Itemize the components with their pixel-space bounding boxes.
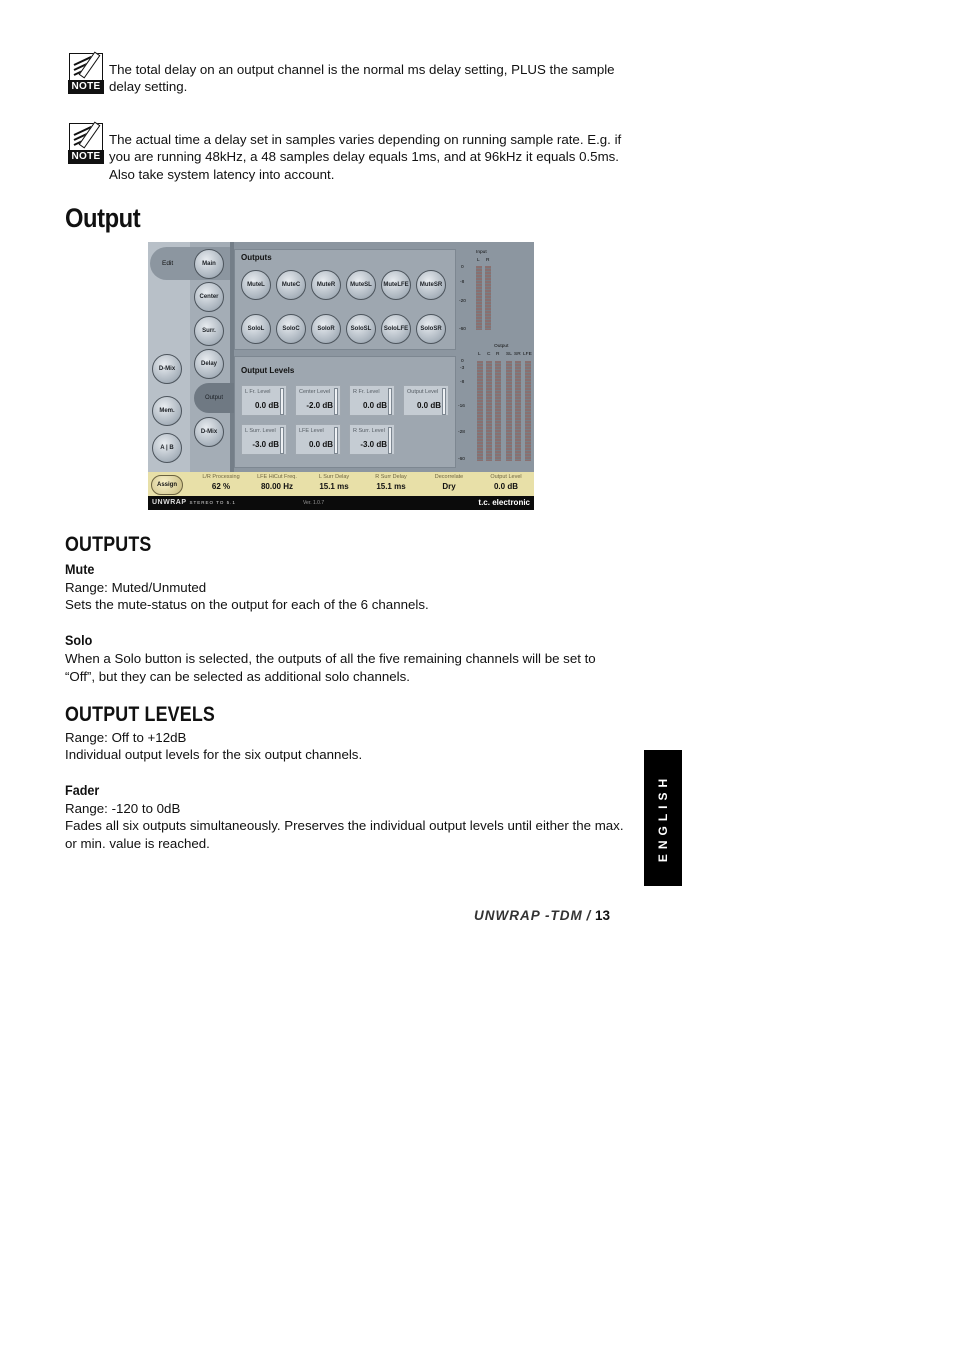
- fader-handle[interactable]: [388, 388, 392, 415]
- param-lfe-hicut[interactable]: LFE HiCut Freq. 80.00 Hz: [257, 474, 297, 491]
- mute-desc: Sets the mute-status on the output for each of the 6 channels.: [65, 597, 429, 612]
- fader-handle[interactable]: [334, 427, 338, 454]
- doc-name: UNWRAP -TDM: [474, 908, 583, 923]
- plugin-screenshot: [148, 242, 534, 510]
- output-meter-lfe: [525, 361, 531, 461]
- output-levels-desc: Individual output levels for the six output channels.: [65, 747, 363, 762]
- outputs-panel-title: Outputs: [241, 253, 272, 262]
- page-number: 13: [595, 908, 611, 923]
- solo-sr-button[interactable]: Solo SR: [416, 314, 446, 344]
- input-meter-title: Input: [476, 250, 487, 255]
- dmix-left-button[interactable]: D-Mix: [152, 354, 182, 384]
- output-meter-l: [477, 361, 483, 461]
- brand-logo: t.c. electronic: [478, 498, 530, 507]
- level-meters: Input L R 0 -8 -20 -60 Output L C R SL SR LFE 0 -3 -8 -16 -28 -60: [458, 250, 532, 462]
- mute-range: Range: Muted/Unmuted: [65, 580, 207, 595]
- input-meter-l: [476, 266, 482, 330]
- tab-delay[interactable]: Delay: [194, 349, 224, 379]
- fader-handle[interactable]: [388, 427, 392, 454]
- note-text: The total delay on an output channel is the normal ms delay setting, PLUS the sample delay setting.: [109, 62, 615, 95]
- memory-button[interactable]: Mem.: [152, 396, 182, 426]
- edit-tab[interactable]: Edit: [150, 247, 230, 280]
- section-title: Output: [65, 203, 141, 233]
- outputs-heading: OUTPUTS: [65, 533, 152, 556]
- note-2: [68, 123, 622, 182]
- output-levels-heading: OUTPUT LEVELS: [65, 703, 215, 726]
- tab-surr[interactable]: Surr.: [194, 316, 224, 346]
- level-r-surr[interactable]: R Surr. Level -3.0 dB: [349, 424, 395, 455]
- note-text: The actual time a delay set in samples varies depending on running sample rate. E.g. if you are running 48kHz, a 48 samples delay equals 1ms, and at 96kHz it equals 0.5ms. Also take system latency into account.: [109, 132, 622, 182]
- level-lfe[interactable]: LFE Level 0.0 dB: [295, 424, 341, 455]
- tab-center[interactable]: Center: [194, 282, 224, 312]
- mute-sr-button[interactable]: Mute SR: [416, 270, 446, 300]
- ab-button[interactable]: A | B: [152, 433, 182, 463]
- param-decorrelate[interactable]: Decorrelate Dry: [434, 474, 464, 491]
- output-levels-title: Output Levels: [241, 366, 295, 375]
- fader-handle[interactable]: [280, 427, 284, 454]
- solo-lfe-button[interactable]: Solo LFE: [381, 314, 411, 344]
- level-l-front[interactable]: L Fr. Level 0.0 dB: [241, 385, 287, 416]
- tab-output[interactable]: Output: [194, 383, 234, 413]
- level-center[interactable]: Center Level -2.0 dB: [295, 385, 341, 416]
- param-r-surr-delay[interactable]: R Surr Delay 15.1 ms: [375, 474, 407, 491]
- note-icon: NOTE: [68, 53, 104, 95]
- output-meter-sr: [515, 361, 521, 461]
- level-l-surr[interactable]: L Surr. Level -3.0 dB: [241, 424, 287, 455]
- fader-heading: Fader: [65, 782, 100, 798]
- tab-main[interactable]: Main: [194, 249, 224, 279]
- note-icon: NOTE: [68, 123, 104, 165]
- product-name: UNWRAP STEREO TO 5.1: [152, 499, 236, 506]
- mute-r-button[interactable]: Mute R: [311, 270, 341, 300]
- output-meter-title: Output: [494, 344, 509, 349]
- fader-handle[interactable]: [334, 388, 338, 415]
- output-levels-range: Range: Off to +12dB: [65, 730, 187, 745]
- tab-dmix[interactable]: D-Mix: [194, 417, 224, 447]
- level-r-front[interactable]: R Fr. Level 0.0 dB: [349, 385, 395, 416]
- mute-sl-button[interactable]: Mute SL: [346, 270, 376, 300]
- output-meter-sl: [506, 361, 512, 461]
- solo-l-button[interactable]: Solo L: [241, 314, 271, 344]
- param-lr-processing[interactable]: L/R Processing 62 %: [202, 474, 240, 491]
- fader-desc: Fades all six outputs simultaneously. Preserves the individual output levels until either the max. or min. value is reached.: [65, 818, 624, 851]
- mute-heading: Mute: [65, 561, 95, 577]
- fader-handle[interactable]: [280, 388, 284, 415]
- plugin-footer: [148, 496, 534, 510]
- page-footer: UNWRAP -TDM / 13: [474, 908, 611, 923]
- outputs-panel: [234, 249, 456, 350]
- parameter-bar: [148, 472, 534, 496]
- param-output-level[interactable]: Output Level 0.0 dB: [490, 474, 522, 491]
- language-tab: ENGLISH: [644, 750, 682, 886]
- version-label: Ver. 1.0.7: [303, 500, 325, 506]
- level-output[interactable]: Output Level 0.0 dB: [403, 385, 449, 416]
- fader-range: Range: -120 to 0dB: [65, 801, 181, 816]
- fader-handle[interactable]: [442, 388, 446, 415]
- mute-c-button[interactable]: Mute C: [276, 270, 306, 300]
- param-l-surr-delay[interactable]: L Surr Delay 15.1 ms: [318, 474, 350, 491]
- solo-c-button[interactable]: Solo C: [276, 314, 306, 344]
- solo-desc: When a Solo button is selected, the outputs of all the five remaining channels will be set to “Off”, but they can be selected as additional solo channels.: [65, 651, 596, 684]
- output-levels-panel: [234, 356, 456, 468]
- solo-heading: Solo: [65, 632, 93, 648]
- note-1: [68, 53, 615, 95]
- output-meter-c: [486, 361, 492, 461]
- mute-l-button[interactable]: Mute L: [241, 270, 271, 300]
- output-meter-r: [495, 361, 501, 461]
- solo-sl-button[interactable]: Solo SL: [346, 314, 376, 344]
- solo-r-button[interactable]: Solo R: [311, 314, 341, 344]
- input-meter-r: [485, 266, 491, 330]
- mute-lfe-button[interactable]: Mute LFE: [381, 270, 411, 300]
- assign-button[interactable]: Assign: [151, 475, 183, 495]
